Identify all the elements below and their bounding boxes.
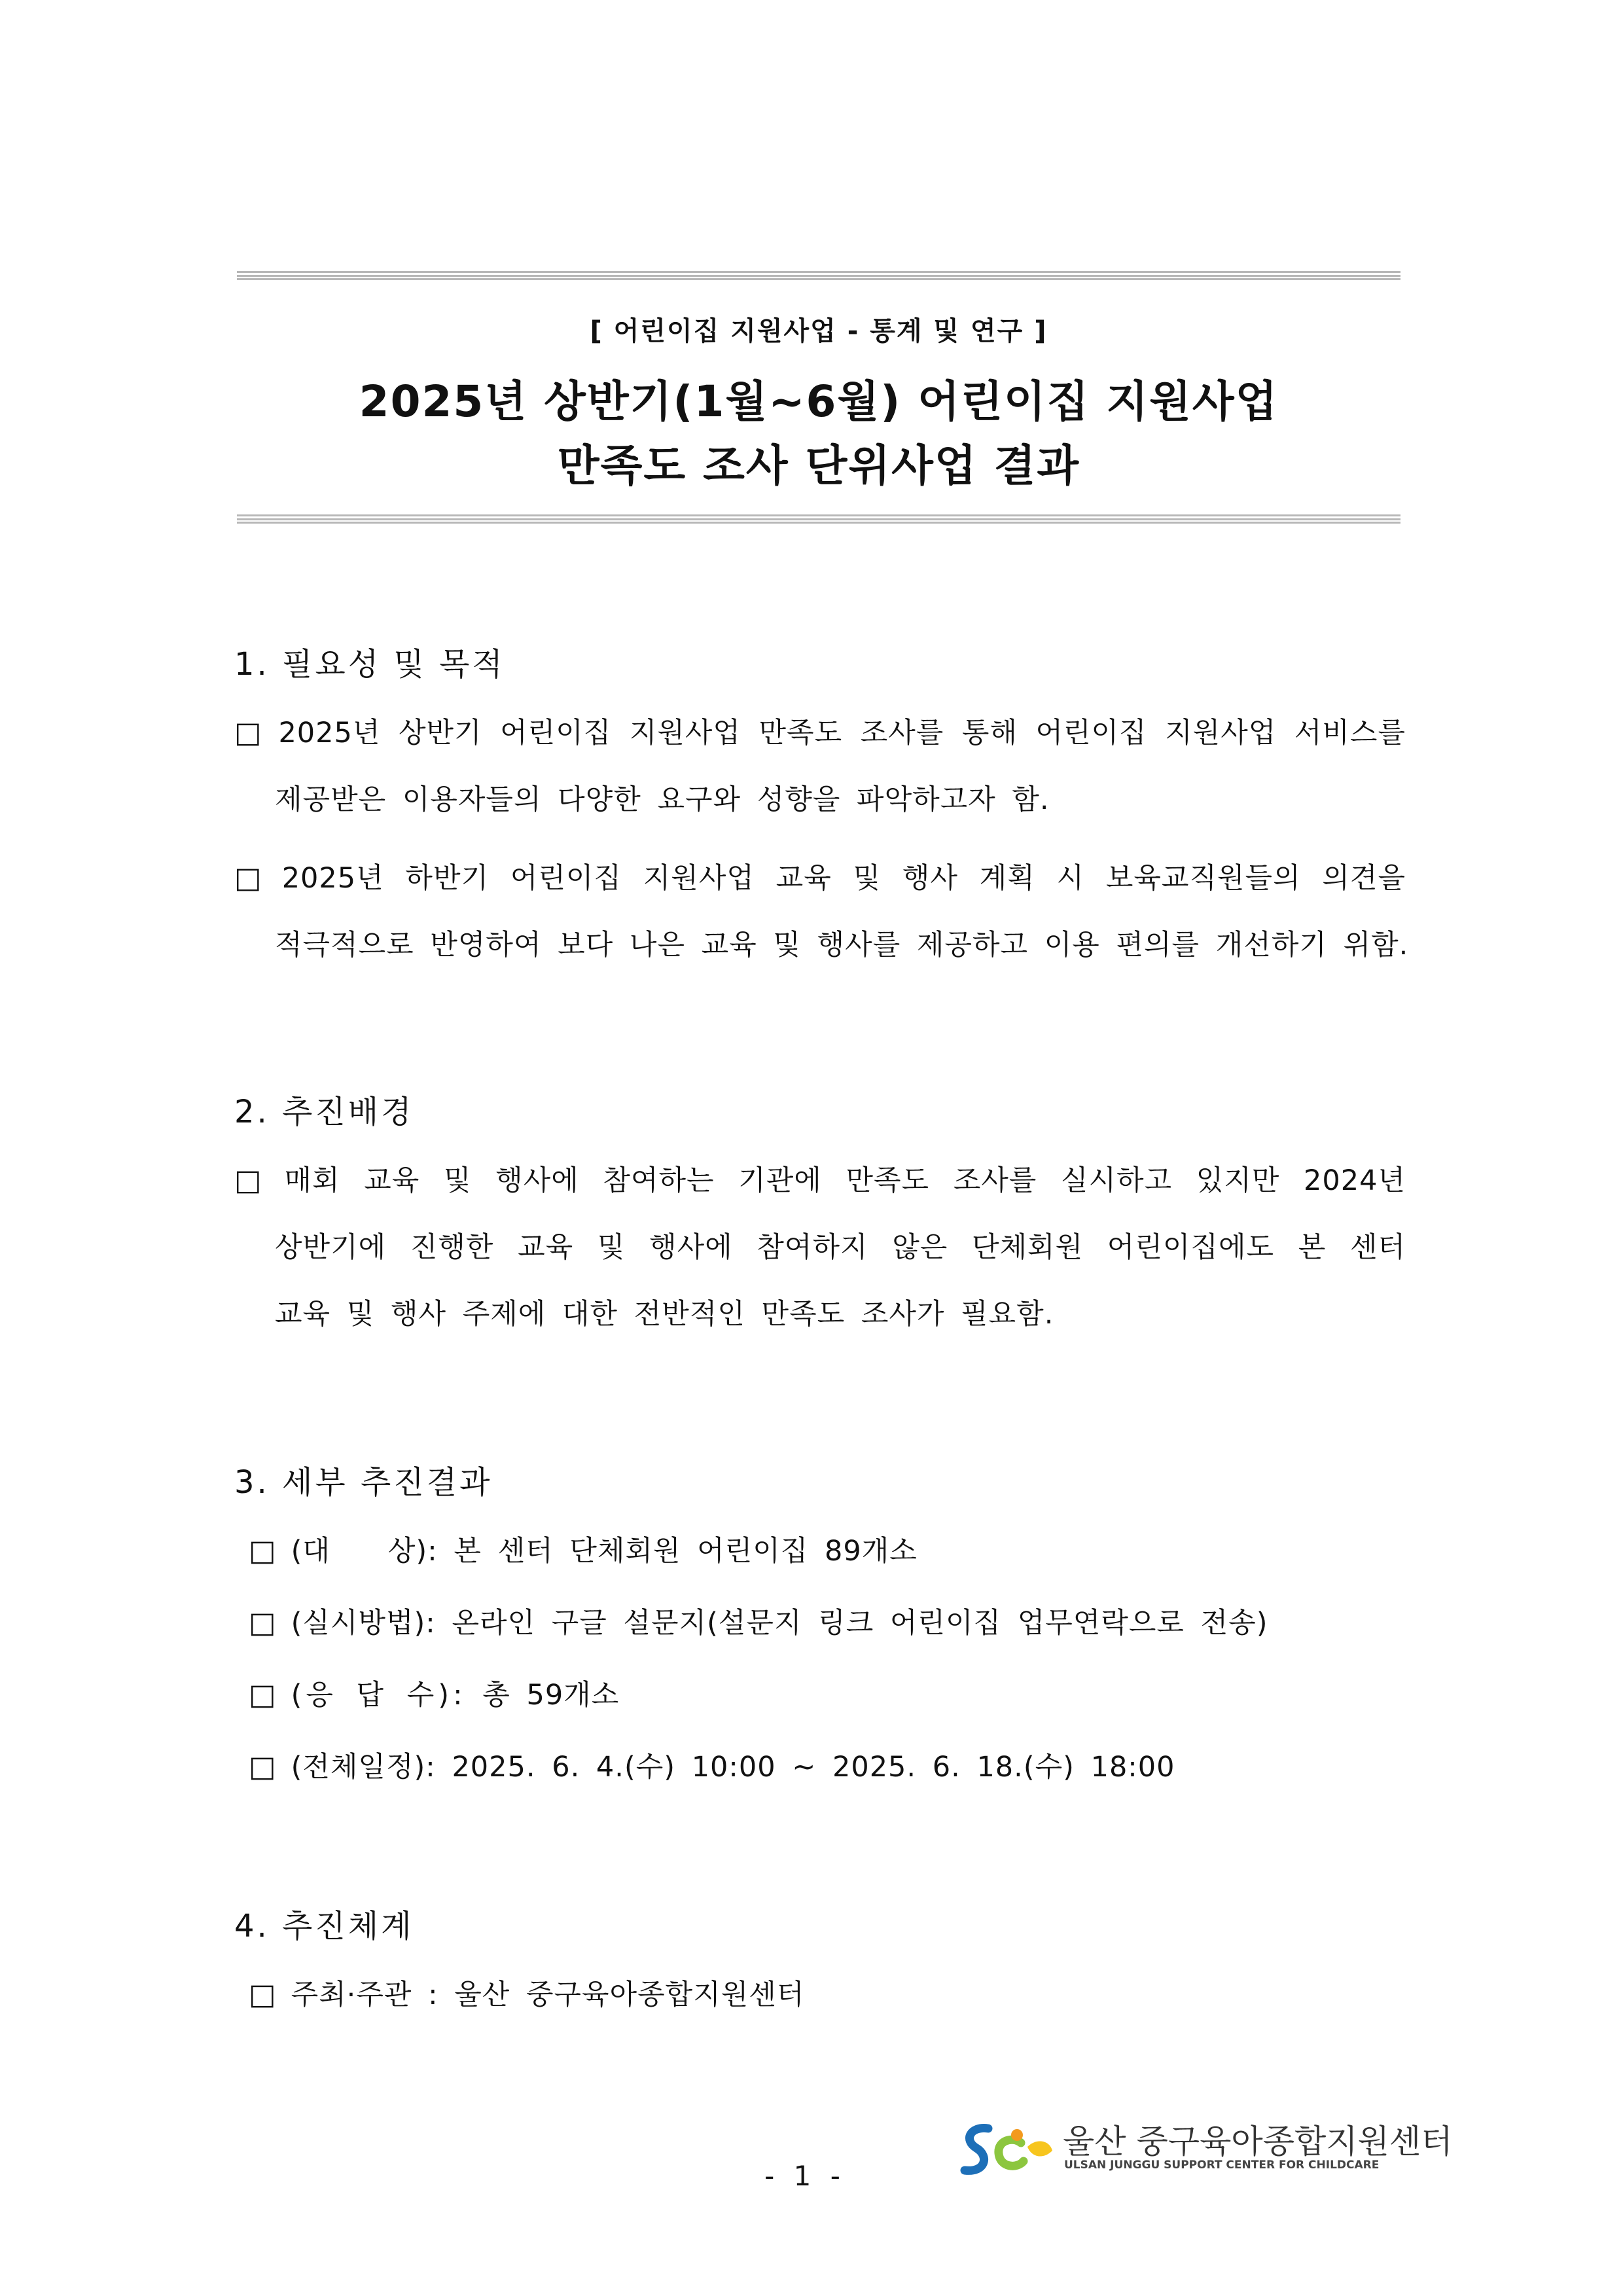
item-label: 주최·주관 :	[291, 1979, 438, 2011]
paragraph-text: 적극적으로 반영하여 보다 나은 교육 및 행사를 제공하고 이용 편의를 개선하기 위함.	[275, 929, 1409, 961]
checkbox-bullet-icon: □	[249, 1606, 277, 1640]
paragraph-text: 상반기에 진행한 교육 및 행사에 참여하지 않은 단체회원 어린이집에도 본 센터	[275, 1231, 1406, 1264]
section-3-heading: 3. 세부 추진결과	[234, 1464, 493, 1501]
header-top-rule	[237, 271, 1400, 280]
header-bottom-rule	[237, 514, 1400, 524]
detail-item-schedule	[249, 1745, 1175, 1785]
checkbox-bullet-icon: □	[249, 1678, 277, 1712]
checkbox-bullet-icon: □	[249, 1978, 277, 2011]
paragraph-text: 교육 및 행사 주제에 대한 전반적인 만족도 조사가 필요함.	[275, 1298, 1054, 1331]
detail-item-target	[249, 1529, 918, 1569]
item-label: (응 답 수):	[291, 1679, 467, 1712]
item-label: (전체일정):	[291, 1751, 436, 1784]
paragraph-text: 2025년 상반기 어린이집 지원사업 만족도 조사를 통해 어린이집 지원사업 서비스를	[278, 717, 1406, 749]
item-value: 총 59개소	[482, 1679, 620, 1712]
section-2-heading: 2. 추진배경	[234, 1094, 414, 1130]
document-title-line2: 만족도 조사 단위사업 결과	[557, 440, 1080, 491]
item-value: 본 센터 단체회원 어린이집 89개소	[454, 1535, 918, 1568]
item-value: 2025. 6. 4.(수) 10:00 ~ 2025. 6. 18.(수) 18:00	[452, 1751, 1175, 1784]
section-1-heading: 1. 필요성 및 목적	[234, 646, 505, 683]
center-name-english: ULSAN JUNGGU SUPPORT CENTER FOR CHILDCARE	[1064, 2159, 1380, 2172]
detail-item-organizer	[249, 1973, 804, 2013]
item-value: 온라인 구글 설문지(설문지 링크 어린이집 업무연락으로 전송)	[452, 1607, 1268, 1640]
checkbox-bullet-icon: □	[234, 861, 268, 895]
paragraph-text: 제공받은 이용자들의 다양한 요구와 성향을 파악하고자 함.	[275, 783, 1050, 816]
checkbox-bullet-icon: □	[234, 716, 264, 749]
page-number: - 1 -	[764, 2160, 846, 2192]
detail-item-method	[249, 1601, 1268, 1641]
checkbox-bullet-icon: □	[234, 1164, 270, 1197]
detail-item-responses	[249, 1673, 619, 1713]
center-name-korean: 울산 중구육아종합지원센터	[1063, 2123, 1453, 2161]
checkbox-bullet-icon: □	[249, 1534, 277, 1568]
center-logo-icon	[957, 2121, 1055, 2179]
section-4-heading: 4. 추진체계	[234, 1908, 414, 1945]
paragraph-text: 2025년 하반기 어린이집 지원사업 교육 및 행사 계획 시 보육교직원들의 의견을	[281, 862, 1406, 895]
item-label: (대 상):	[291, 1535, 438, 1568]
category-tag: [ 어린이집 지원사업 - 통계 및 연구 ]	[590, 316, 1048, 346]
paragraph-text: 매회 교육 및 행사에 참여하는 기관에 만족도 조사를 실시하고 있지만 2024년	[284, 1164, 1406, 1197]
item-value: 울산 중구육아종합지원센터	[454, 1979, 805, 2011]
checkbox-bullet-icon: □	[249, 1750, 277, 1784]
item-label: (실시방법):	[291, 1607, 436, 1640]
document-title-line1: 2025년 상반기(1월~6월) 어린이집 지원사업	[359, 376, 1279, 427]
center-logo	[957, 2114, 1453, 2186]
